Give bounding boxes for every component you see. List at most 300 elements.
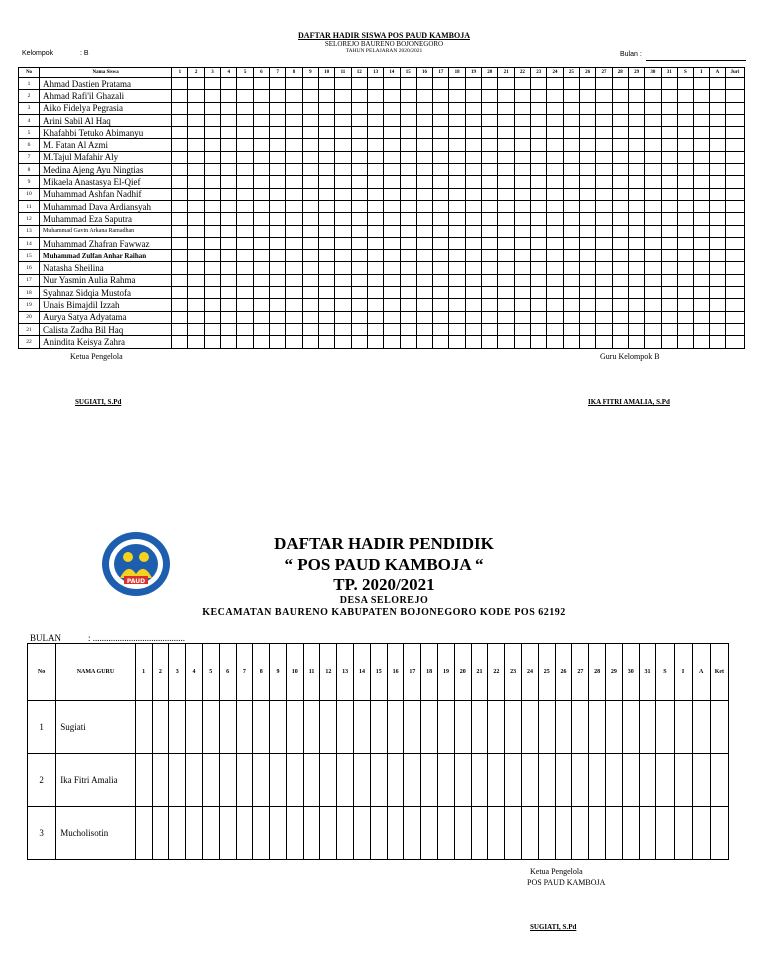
attendance-cell[interactable] xyxy=(661,213,677,225)
attendance-cell[interactable] xyxy=(612,164,628,176)
attendance-cell[interactable] xyxy=(693,262,709,274)
attendance-cell[interactable] xyxy=(416,102,432,114)
attendance-cell[interactable] xyxy=(302,90,318,102)
attendance-cell[interactable] xyxy=(498,287,514,299)
attendance-cell[interactable] xyxy=(367,237,383,249)
attendance-cell[interactable] xyxy=(531,213,547,225)
attendance-cell[interactable] xyxy=(465,250,481,262)
attendance-cell[interactable] xyxy=(596,102,612,114)
attendance-cell[interactable] xyxy=(645,213,661,225)
attendance-cell[interactable] xyxy=(253,225,269,237)
attendance-cell[interactable] xyxy=(253,78,269,90)
attendance-cell[interactable] xyxy=(677,250,693,262)
attendance-cell[interactable] xyxy=(270,114,286,126)
attendance-cell[interactable] xyxy=(563,287,579,299)
attendance-cell[interactable] xyxy=(302,188,318,200)
attendance-cell[interactable] xyxy=(661,78,677,90)
attendance-cell[interactable] xyxy=(677,164,693,176)
attendance-cell[interactable] xyxy=(433,90,449,102)
attendance-cell[interactable] xyxy=(335,200,351,212)
attendance-cell[interactable] xyxy=(221,90,237,102)
attendance-cell[interactable] xyxy=(498,200,514,212)
attendance-cell[interactable] xyxy=(253,311,269,323)
attendance-cell[interactable] xyxy=(433,323,449,335)
attendance-cell[interactable] xyxy=(253,754,270,807)
attendance-cell[interactable] xyxy=(253,287,269,299)
attendance-cell[interactable] xyxy=(188,188,204,200)
attendance-cell[interactable] xyxy=(188,114,204,126)
attendance-cell[interactable] xyxy=(449,311,465,323)
attendance-cell[interactable] xyxy=(270,237,286,249)
attendance-cell[interactable] xyxy=(416,176,432,188)
attendance-cell[interactable] xyxy=(547,213,563,225)
attendance-cell[interactable] xyxy=(531,336,547,348)
attendance-cell[interactable] xyxy=(482,188,498,200)
attendance-cell[interactable] xyxy=(384,237,400,249)
attendance-cell[interactable] xyxy=(270,188,286,200)
attendance-cell[interactable] xyxy=(237,225,253,237)
attendance-cell[interactable] xyxy=(384,250,400,262)
attendance-cell[interactable] xyxy=(531,274,547,286)
attendance-cell[interactable] xyxy=(416,164,432,176)
attendance-cell[interactable] xyxy=(645,299,661,311)
attendance-cell[interactable] xyxy=(188,262,204,274)
attendance-cell[interactable] xyxy=(661,102,677,114)
attendance-cell[interactable] xyxy=(465,102,481,114)
attendance-cell[interactable] xyxy=(677,274,693,286)
attendance-cell[interactable] xyxy=(547,311,563,323)
attendance-cell[interactable] xyxy=(172,323,188,335)
attendance-cell[interactable] xyxy=(302,250,318,262)
attendance-cell[interactable] xyxy=(449,114,465,126)
attendance-cell[interactable] xyxy=(596,151,612,163)
attendance-cell[interactable] xyxy=(531,114,547,126)
attendance-cell[interactable] xyxy=(302,78,318,90)
attendance-cell[interactable] xyxy=(677,323,693,335)
attendance-cell[interactable] xyxy=(693,237,709,249)
attendance-cell[interactable] xyxy=(335,287,351,299)
attendance-cell[interactable] xyxy=(188,311,204,323)
attendance-cell[interactable] xyxy=(400,176,416,188)
attendance-cell[interactable] xyxy=(514,336,530,348)
attendance-cell[interactable] xyxy=(219,807,236,860)
attendance-cell[interactable] xyxy=(335,311,351,323)
attendance-cell[interactable] xyxy=(400,213,416,225)
attendance-cell[interactable] xyxy=(236,807,253,860)
attendance-cell[interactable] xyxy=(286,176,302,188)
attendance-cell[interactable] xyxy=(387,754,404,807)
attendance-cell[interactable] xyxy=(318,78,334,90)
attendance-cell[interactable] xyxy=(172,151,188,163)
attendance-cell[interactable] xyxy=(514,262,530,274)
attendance-cell[interactable] xyxy=(596,139,612,151)
attendance-cell[interactable] xyxy=(531,176,547,188)
attendance-cell[interactable] xyxy=(302,213,318,225)
attendance-cell[interactable] xyxy=(367,336,383,348)
attendance-cell[interactable] xyxy=(286,200,302,212)
attendance-cell[interactable] xyxy=(253,237,269,249)
attendance-cell[interactable] xyxy=(237,299,253,311)
attendance-cell[interactable] xyxy=(547,299,563,311)
attendance-cell[interactable] xyxy=(400,225,416,237)
attendance-cell[interactable] xyxy=(677,225,693,237)
attendance-cell[interactable] xyxy=(318,299,334,311)
attendance-cell[interactable] xyxy=(514,213,530,225)
attendance-cell[interactable] xyxy=(628,151,644,163)
attendance-cell[interactable] xyxy=(693,274,709,286)
attendance-cell[interactable] xyxy=(498,299,514,311)
attendance-cell[interactable] xyxy=(596,287,612,299)
attendance-cell[interactable] xyxy=(449,139,465,151)
attendance-cell[interactable] xyxy=(661,188,677,200)
attendance-cell[interactable] xyxy=(547,90,563,102)
attendance-cell[interactable] xyxy=(169,807,186,860)
attendance-cell[interactable] xyxy=(677,213,693,225)
attendance-cell[interactable] xyxy=(725,200,744,212)
attendance-cell[interactable] xyxy=(335,250,351,262)
attendance-cell[interactable] xyxy=(253,90,269,102)
attendance-cell[interactable] xyxy=(303,701,320,754)
attendance-cell[interactable] xyxy=(547,102,563,114)
attendance-cell[interactable] xyxy=(514,250,530,262)
attendance-cell[interactable] xyxy=(563,200,579,212)
attendance-cell[interactable] xyxy=(416,139,432,151)
attendance-cell[interactable] xyxy=(674,701,692,754)
attendance-cell[interactable] xyxy=(677,336,693,348)
attendance-cell[interactable] xyxy=(286,188,302,200)
attendance-cell[interactable] xyxy=(596,250,612,262)
attendance-cell[interactable] xyxy=(725,336,744,348)
attendance-cell[interactable] xyxy=(563,114,579,126)
attendance-cell[interactable] xyxy=(433,127,449,139)
attendance-cell[interactable] xyxy=(370,754,387,807)
attendance-cell[interactable] xyxy=(563,164,579,176)
attendance-cell[interactable] xyxy=(709,200,725,212)
attendance-cell[interactable] xyxy=(645,164,661,176)
attendance-cell[interactable] xyxy=(677,262,693,274)
attendance-cell[interactable] xyxy=(335,127,351,139)
attendance-cell[interactable] xyxy=(237,188,253,200)
attendance-cell[interactable] xyxy=(645,139,661,151)
attendance-cell[interactable] xyxy=(221,188,237,200)
attendance-cell[interactable] xyxy=(433,311,449,323)
attendance-cell[interactable] xyxy=(628,287,644,299)
attendance-cell[interactable] xyxy=(579,250,595,262)
attendance-cell[interactable] xyxy=(488,807,505,860)
attendance-cell[interactable] xyxy=(318,139,334,151)
attendance-cell[interactable] xyxy=(645,176,661,188)
attendance-cell[interactable] xyxy=(563,78,579,90)
attendance-cell[interactable] xyxy=(628,250,644,262)
attendance-cell[interactable] xyxy=(438,754,455,807)
attendance-cell[interactable] xyxy=(270,78,286,90)
attendance-cell[interactable] xyxy=(351,114,367,126)
attendance-cell[interactable] xyxy=(656,807,674,860)
attendance-cell[interactable] xyxy=(725,287,744,299)
attendance-cell[interactable] xyxy=(204,225,220,237)
attendance-cell[interactable] xyxy=(320,701,337,754)
attendance-cell[interactable] xyxy=(498,323,514,335)
attendance-cell[interactable] xyxy=(221,200,237,212)
attendance-cell[interactable] xyxy=(589,807,606,860)
attendance-cell[interactable] xyxy=(351,127,367,139)
attendance-cell[interactable] xyxy=(645,311,661,323)
attendance-cell[interactable] xyxy=(531,250,547,262)
attendance-cell[interactable] xyxy=(302,262,318,274)
attendance-cell[interactable] xyxy=(204,213,220,225)
attendance-cell[interactable] xyxy=(204,164,220,176)
attendance-cell[interactable] xyxy=(237,164,253,176)
attendance-cell[interactable] xyxy=(335,262,351,274)
attendance-cell[interactable] xyxy=(465,164,481,176)
attendance-cell[interactable] xyxy=(188,127,204,139)
attendance-cell[interactable] xyxy=(384,336,400,348)
attendance-cell[interactable] xyxy=(253,262,269,274)
attendance-cell[interactable] xyxy=(337,754,354,807)
attendance-cell[interactable] xyxy=(433,250,449,262)
attendance-cell[interactable] xyxy=(531,262,547,274)
attendance-cell[interactable] xyxy=(628,262,644,274)
attendance-cell[interactable] xyxy=(416,311,432,323)
attendance-cell[interactable] xyxy=(709,311,725,323)
attendance-cell[interactable] xyxy=(612,262,628,274)
attendance-cell[interactable] xyxy=(204,299,220,311)
attendance-cell[interactable] xyxy=(693,114,709,126)
attendance-cell[interactable] xyxy=(172,225,188,237)
attendance-cell[interactable] xyxy=(661,311,677,323)
attendance-cell[interactable] xyxy=(498,188,514,200)
attendance-cell[interactable] xyxy=(505,754,522,807)
attendance-cell[interactable] xyxy=(318,237,334,249)
attendance-cell[interactable] xyxy=(596,188,612,200)
attendance-cell[interactable] xyxy=(384,176,400,188)
attendance-cell[interactable] xyxy=(471,807,488,860)
attendance-cell[interactable] xyxy=(661,225,677,237)
attendance-cell[interactable] xyxy=(172,311,188,323)
attendance-cell[interactable] xyxy=(555,754,572,807)
attendance-cell[interactable] xyxy=(433,299,449,311)
attendance-cell[interactable] xyxy=(677,176,693,188)
attendance-cell[interactable] xyxy=(221,139,237,151)
attendance-cell[interactable] xyxy=(351,188,367,200)
attendance-cell[interactable] xyxy=(661,200,677,212)
attendance-cell[interactable] xyxy=(596,78,612,90)
attendance-cell[interactable] xyxy=(438,701,455,754)
attendance-cell[interactable] xyxy=(351,311,367,323)
attendance-cell[interactable] xyxy=(172,200,188,212)
attendance-cell[interactable] xyxy=(531,188,547,200)
attendance-cell[interactable] xyxy=(596,225,612,237)
attendance-cell[interactable] xyxy=(188,274,204,286)
attendance-cell[interactable] xyxy=(354,754,371,807)
attendance-cell[interactable] xyxy=(253,701,270,754)
attendance-cell[interactable] xyxy=(302,127,318,139)
attendance-cell[interactable] xyxy=(367,139,383,151)
attendance-cell[interactable] xyxy=(370,807,387,860)
attendance-cell[interactable] xyxy=(465,139,481,151)
attendance-cell[interactable] xyxy=(514,323,530,335)
attendance-cell[interactable] xyxy=(482,225,498,237)
attendance-cell[interactable] xyxy=(531,151,547,163)
attendance-cell[interactable] xyxy=(438,807,455,860)
attendance-cell[interactable] xyxy=(270,225,286,237)
attendance-cell[interactable] xyxy=(514,237,530,249)
attendance-cell[interactable] xyxy=(204,90,220,102)
attendance-cell[interactable] xyxy=(204,262,220,274)
attendance-cell[interactable] xyxy=(221,262,237,274)
attendance-cell[interactable] xyxy=(253,213,269,225)
attendance-cell[interactable] xyxy=(639,701,656,754)
attendance-cell[interactable] xyxy=(563,139,579,151)
attendance-cell[interactable] xyxy=(351,250,367,262)
attendance-cell[interactable] xyxy=(237,274,253,286)
attendance-cell[interactable] xyxy=(384,164,400,176)
attendance-cell[interactable] xyxy=(433,164,449,176)
attendance-cell[interactable] xyxy=(400,336,416,348)
attendance-cell[interactable] xyxy=(286,287,302,299)
attendance-cell[interactable] xyxy=(579,225,595,237)
attendance-cell[interactable] xyxy=(400,102,416,114)
attendance-cell[interactable] xyxy=(302,176,318,188)
attendance-cell[interactable] xyxy=(433,274,449,286)
attendance-cell[interactable] xyxy=(221,151,237,163)
attendance-cell[interactable] xyxy=(367,164,383,176)
attendance-cell[interactable] xyxy=(531,139,547,151)
attendance-cell[interactable] xyxy=(152,754,169,807)
attendance-cell[interactable] xyxy=(498,274,514,286)
attendance-cell[interactable] xyxy=(400,188,416,200)
attendance-cell[interactable] xyxy=(335,78,351,90)
attendance-cell[interactable] xyxy=(400,287,416,299)
attendance-cell[interactable] xyxy=(628,336,644,348)
attendance-cell[interactable] xyxy=(645,200,661,212)
attendance-cell[interactable] xyxy=(221,164,237,176)
attendance-cell[interactable] xyxy=(253,323,269,335)
attendance-cell[interactable] xyxy=(482,176,498,188)
attendance-cell[interactable] xyxy=(400,274,416,286)
attendance-cell[interactable] xyxy=(531,323,547,335)
attendance-cell[interactable] xyxy=(351,274,367,286)
attendance-cell[interactable] xyxy=(367,151,383,163)
attendance-cell[interactable] xyxy=(384,139,400,151)
attendance-cell[interactable] xyxy=(302,225,318,237)
attendance-cell[interactable] xyxy=(579,188,595,200)
attendance-cell[interactable] xyxy=(237,336,253,348)
attendance-cell[interactable] xyxy=(188,299,204,311)
attendance-cell[interactable] xyxy=(645,237,661,249)
attendance-cell[interactable] xyxy=(335,225,351,237)
attendance-cell[interactable] xyxy=(384,188,400,200)
attendance-cell[interactable] xyxy=(367,323,383,335)
attendance-cell[interactable] xyxy=(367,262,383,274)
attendance-cell[interactable] xyxy=(677,299,693,311)
attendance-cell[interactable] xyxy=(661,336,677,348)
attendance-cell[interactable] xyxy=(188,176,204,188)
attendance-cell[interactable] xyxy=(384,225,400,237)
attendance-cell[interactable] xyxy=(270,262,286,274)
attendance-cell[interactable] xyxy=(302,114,318,126)
attendance-cell[interactable] xyxy=(596,176,612,188)
attendance-cell[interactable] xyxy=(421,754,438,807)
attendance-cell[interactable] xyxy=(302,274,318,286)
attendance-cell[interactable] xyxy=(693,151,709,163)
attendance-cell[interactable] xyxy=(677,200,693,212)
attendance-cell[interactable] xyxy=(416,90,432,102)
attendance-cell[interactable] xyxy=(237,139,253,151)
attendance-cell[interactable] xyxy=(514,287,530,299)
attendance-cell[interactable] xyxy=(286,151,302,163)
attendance-cell[interactable] xyxy=(482,164,498,176)
attendance-cell[interactable] xyxy=(449,299,465,311)
attendance-cell[interactable] xyxy=(270,213,286,225)
attendance-cell[interactable] xyxy=(693,127,709,139)
attendance-cell[interactable] xyxy=(270,250,286,262)
attendance-cell[interactable] xyxy=(622,754,639,807)
attendance-cell[interactable] xyxy=(286,754,303,807)
attendance-cell[interactable] xyxy=(531,311,547,323)
attendance-cell[interactable] xyxy=(253,807,270,860)
attendance-cell[interactable] xyxy=(645,127,661,139)
attendance-cell[interactable] xyxy=(661,164,677,176)
attendance-cell[interactable] xyxy=(204,200,220,212)
attendance-cell[interactable] xyxy=(449,323,465,335)
attendance-cell[interactable] xyxy=(612,274,628,286)
attendance-cell[interactable] xyxy=(547,127,563,139)
attendance-cell[interactable] xyxy=(270,102,286,114)
attendance-cell[interactable] xyxy=(498,250,514,262)
attendance-cell[interactable] xyxy=(612,336,628,348)
attendance-cell[interactable] xyxy=(286,299,302,311)
attendance-cell[interactable] xyxy=(709,287,725,299)
attendance-cell[interactable] xyxy=(628,200,644,212)
attendance-cell[interactable] xyxy=(400,127,416,139)
attendance-cell[interactable] xyxy=(596,299,612,311)
attendance-cell[interactable] xyxy=(416,262,432,274)
attendance-cell[interactable] xyxy=(531,200,547,212)
attendance-cell[interactable] xyxy=(433,225,449,237)
attendance-cell[interactable] xyxy=(433,213,449,225)
attendance-cell[interactable] xyxy=(270,754,287,807)
attendance-cell[interactable] xyxy=(188,250,204,262)
attendance-cell[interactable] xyxy=(449,336,465,348)
attendance-cell[interactable] xyxy=(579,151,595,163)
attendance-cell[interactable] xyxy=(693,213,709,225)
attendance-cell[interactable] xyxy=(188,164,204,176)
attendance-cell[interactable] xyxy=(416,323,432,335)
attendance-cell[interactable] xyxy=(286,102,302,114)
attendance-cell[interactable] xyxy=(416,127,432,139)
attendance-cell[interactable] xyxy=(531,78,547,90)
attendance-cell[interactable] xyxy=(204,102,220,114)
attendance-cell[interactable] xyxy=(400,200,416,212)
attendance-cell[interactable] xyxy=(433,262,449,274)
attendance-cell[interactable] xyxy=(612,287,628,299)
attendance-cell[interactable] xyxy=(318,323,334,335)
attendance-cell[interactable] xyxy=(318,90,334,102)
attendance-cell[interactable] xyxy=(186,754,203,807)
attendance-cell[interactable] xyxy=(221,311,237,323)
attendance-cell[interactable] xyxy=(692,807,710,860)
attendance-cell[interactable] xyxy=(547,336,563,348)
attendance-cell[interactable] xyxy=(612,311,628,323)
attendance-cell[interactable] xyxy=(384,151,400,163)
attendance-cell[interactable] xyxy=(661,139,677,151)
attendance-cell[interactable] xyxy=(482,213,498,225)
attendance-cell[interactable] xyxy=(628,274,644,286)
attendance-cell[interactable] xyxy=(709,164,725,176)
attendance-cell[interactable] xyxy=(693,102,709,114)
attendance-cell[interactable] xyxy=(612,225,628,237)
